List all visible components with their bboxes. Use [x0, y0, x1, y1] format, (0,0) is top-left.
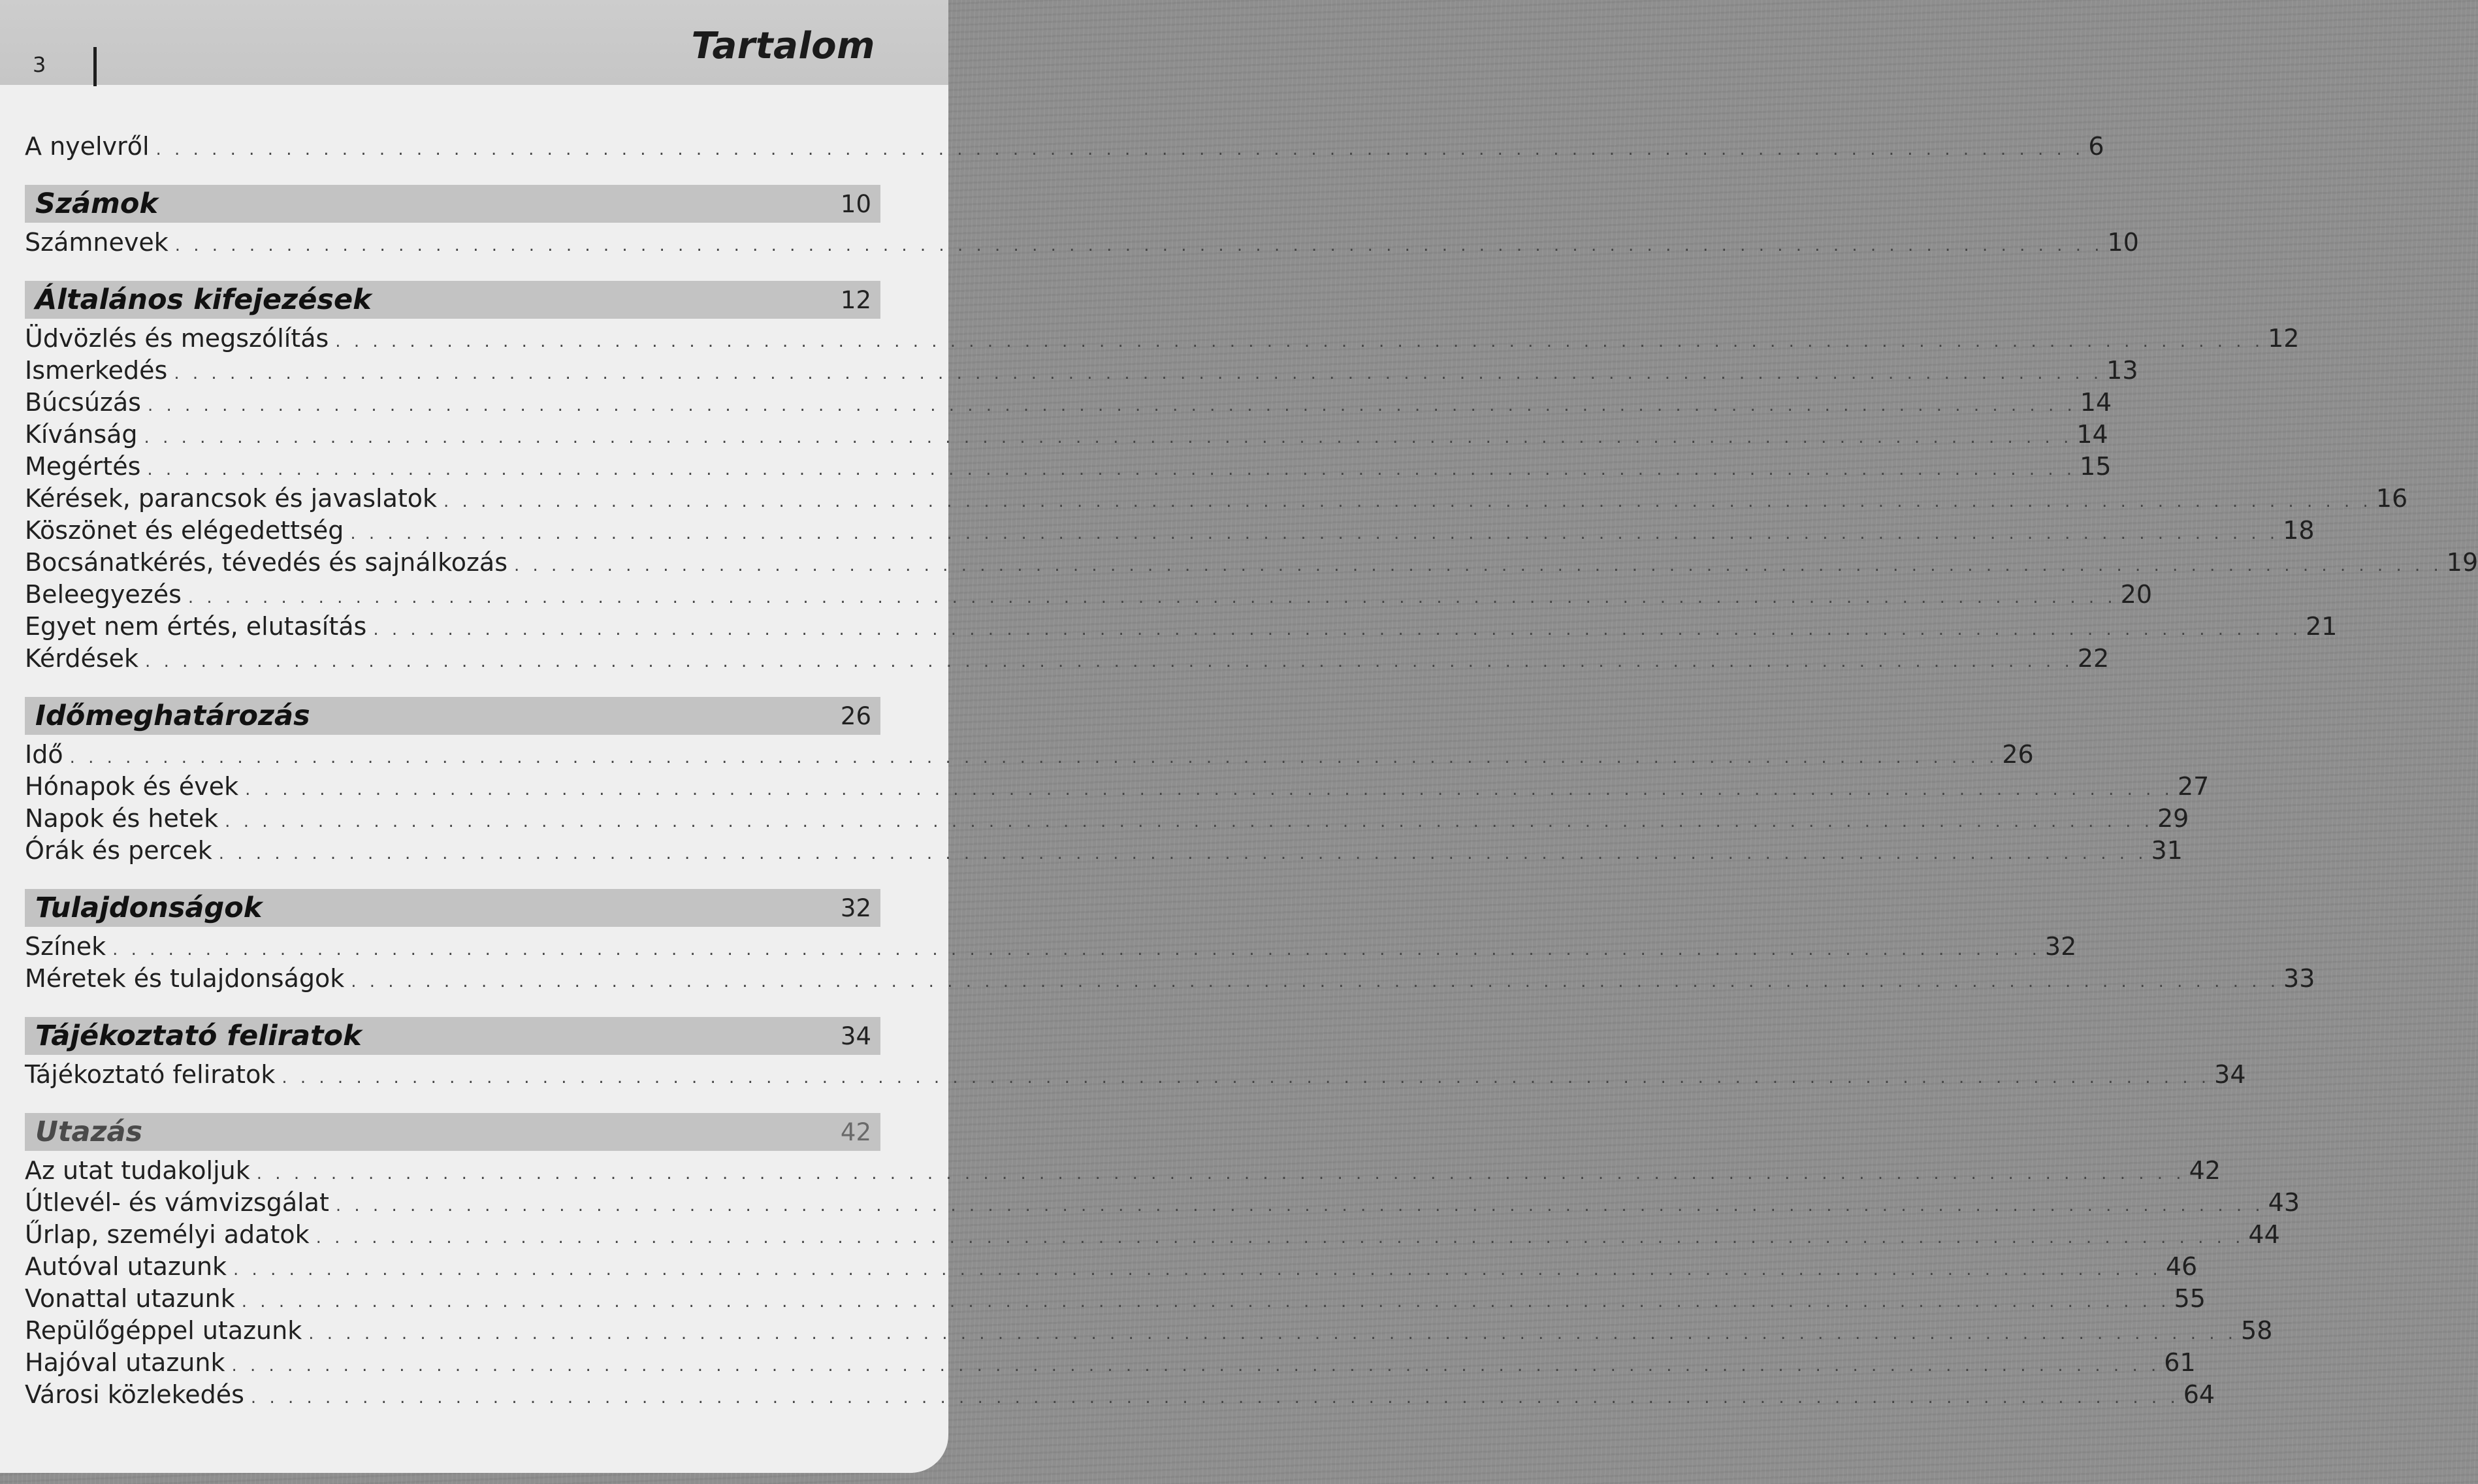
entry-page-number: 12 — [2268, 324, 2300, 353]
section-title: Időmeghatározás — [35, 700, 310, 732]
toc-entry — [25, 771, 2210, 803]
dot-leader: . . . . . . . . . . . . . . . . . . . . . . . . . . . . . . . . . . . . . . . . . . . . . . . . . . . . . . . . . . . . . . . . . . . . . . . . . . . . . . . . . . . . . . . . . . . . . . . . . . . . . . . . — [225, 812, 2153, 831]
dot-leader: . . . . . . . . . . . . . . . . . . . . . . . . . . . . . . . . . . . . . . . . . . . . . . . . . . . . . . . . . . . . . . . . . . . . . . . . . . . . . . . . . . . . . . . . . . . . . . . . . . . . . . . . — [443, 492, 2372, 511]
toc-entry — [25, 1219, 2280, 1251]
dot-leader: . . . . . . . . . . . . . . . . . . . . . . . . . . . . . . . . . . . . . . . . . . . . . . . . . . . . . . . . . . . . . . . . . . . . . . . . . . . . . . . . . . . . . . . . . . . . . . . . . . . . . . . . — [112, 940, 2041, 960]
toc-entry — [25, 931, 2077, 963]
entry-page-number: 43 — [2268, 1188, 2300, 1217]
entry-page-number: 61 — [2164, 1348, 2196, 1377]
toc-entry — [25, 227, 2139, 259]
entry-title: Idő — [25, 740, 63, 769]
section-page-number: 12 — [840, 285, 871, 314]
entry-page-number: 44 — [2248, 1220, 2280, 1249]
toc-section-header — [25, 185, 880, 223]
entry-title: Színek — [25, 932, 106, 961]
dot-leader: . . . . . . . . . . . . . . . . . . . . . . . . . . . . . . . . . . . . . . . . . . . . . . . . . . . . . . . . . . . . . . . . . . . . . . . . . . . . . . . . . . . . . . . . . . . . . . . . . . . . . . . . — [351, 972, 2280, 992]
entry-page-number: 10 — [2107, 228, 2139, 257]
dot-leader: . . . . . . . . . . . . . . . . . . . . . . . . . . . . . . . . . . . . . . . . . . . . . . . . . . . . . . . . . . . . . . . . . . . . . . . . . . . . . . . . . . . . . . . . . . . . . . . . . . . . . . . . — [145, 652, 2074, 671]
section-page-number: 32 — [840, 894, 871, 922]
entry-page-number: 64 — [2183, 1380, 2215, 1409]
entry-title: Kérdések — [25, 644, 139, 673]
entry-title: Kérések, parancsok és javaslatok — [25, 484, 438, 513]
toc-entry — [25, 451, 2112, 483]
toc-entry — [25, 579, 2153, 611]
entry-title: Az utat tudakoljuk — [25, 1156, 250, 1185]
entry-title: Napok és hetek — [25, 804, 219, 833]
entry-page-number: 33 — [2283, 964, 2315, 993]
toc-entry — [25, 387, 2112, 419]
section-title: Számok — [35, 187, 158, 220]
entry-page-number: 18 — [2283, 516, 2315, 545]
entry-page-number: 32 — [2044, 932, 2077, 961]
dot-leader: . . . . . . . . . . . . . . . . . . . . . . . . . . . . . . . . . . . . . . . . . . . . . . . . . . . . . . . . . . . . . . . . . . . . . . . . . . . . . . . . . . . . . . . . . . . . . . . . . . . . . . . . — [233, 1260, 2162, 1280]
toc-entry — [25, 835, 2183, 867]
dot-leader: . . . . . . . . . . . . . . . . . . . . . . . . . . . . . . . . . . . . . . . . . . . . . . . . . . . . . . . . . . . . . . . . . . . . . . . . . . . . . . . . . . . . . . . . . . . . . . . . . . . . . . . . — [69, 748, 1999, 767]
entry-title: Űrlap, személyi adatok — [25, 1220, 310, 1249]
entry-title: Üdvözlés és megszólítás — [25, 324, 329, 353]
entry-page-number: 22 — [2077, 644, 2110, 673]
entry-title: Városi közlekedés — [25, 1380, 244, 1409]
entry-page-number: 13 — [2106, 356, 2138, 385]
dot-leader: . . . . . . . . . . . . . . . . . . . . . . . . . . . . . . . . . . . . . . . . . . . . . . . . . . . . . . . . . . . . . . . . . . . . . . . . . . . . . . . . . . . . . . . . . . . . . . . . . . . . . . . . — [350, 524, 2279, 543]
dot-leader: . . . . . . . . . . . . . . . . . . . . . . . . . . . . . . . . . . . . . . . . . . . . . . . . . . . . . . . . . . . . . . . . . . . . . . . . . . . . . . . . . . . . . . . . . . . . . . . . . . . . . . . . — [155, 140, 2085, 159]
toc-entry — [25, 1347, 2196, 1379]
dot-leader: . . . . . . . . . . . . . . . . . . . . . . . . . . . . . . . . . . . . . . . . . . . . . . . . . . . . . . . . . . . . . . . . . . . . . . . . . . . . . . . . . . . . . . . . . . . . . . . . . . . . . . . . — [174, 236, 2104, 255]
entry-title: Búcsúzás — [25, 388, 141, 417]
entry-title: Útlevél- és vámvizsgálat — [25, 1188, 329, 1217]
dot-leader: . . . . . . . . . . . . . . . . . . . . . . . . . . . . . . . . . . . . . . . . . . . . . . . . . . . . . . . . . . . . . . . . . . . . . . . . . . . . . . . . . . . . . . . . . . . . . . . . . . . . . . . . — [308, 1324, 2238, 1344]
entry-title: Repülőgéppel utazunk — [25, 1316, 302, 1345]
entry-page-number: 46 — [2165, 1252, 2198, 1281]
entry-title: Ismerkedés — [25, 356, 168, 385]
toc-entry — [25, 1379, 2215, 1411]
entry-page-number: 27 — [2177, 772, 2210, 801]
toc-entry — [25, 1283, 2206, 1315]
toc-section-header — [25, 1113, 880, 1151]
header-divider — [93, 47, 97, 86]
dot-leader: . . . . . . . . . . . . . . . . . . . . . . . . . . . . . . . . . . . . . . . . . . . . . . . . . . . . . . . . . . . . . . . . . . . . . . . . . . . . . . . . . . . . . . . . . . . . . . . . . . . . . . . . — [335, 1196, 2264, 1216]
section-title: Tulajdonságok — [35, 892, 263, 924]
entry-page-number: 58 — [2241, 1316, 2273, 1345]
toc-entry — [25, 547, 2478, 579]
toc-entry — [25, 1059, 2246, 1091]
entry-page-number: 15 — [2080, 452, 2112, 481]
toc-entry — [25, 131, 2104, 163]
toc-entry — [25, 323, 2300, 355]
entry-title: Egyet nem értés, elutasítás — [25, 612, 367, 641]
entry-title: A nyelvről — [25, 132, 150, 161]
toc-entry — [25, 483, 2408, 515]
entry-title: Hónapok és évek — [25, 772, 239, 801]
toc-entry — [25, 611, 2338, 643]
section-page-number: 42 — [840, 1118, 871, 1146]
entry-page-number: 55 — [2174, 1284, 2206, 1313]
dot-leader: . . . . . . . . . . . . . . . . . . . . . . . . . . . . . . . . . . . . . . . . . . . . . . . . . . . . . . . . . . . . . . . . . . . . . . . . . . . . . . . . . . . . . . . . . . . . . . . . . . . . . . . . — [245, 780, 2174, 799]
dot-leader: . . . . . . . . . . . . . . . . . . . . . . . . . . . . . . . . . . . . . . . . . . . . . . . . . . . . . . . . . . . . . . . . . . . . . . . . . . . . . . . . . . . . . . . . . . . . . . . . . . . . . . . . — [187, 588, 2117, 607]
entry-title: Órák és percek — [25, 836, 212, 865]
entry-page-number: 21 — [2306, 612, 2338, 641]
dot-leader: . . . . . . . . . . . . . . . . . . . . . . . . . . . . . . . . . . . . . . . . . . . . . . . . . . . . . . . . . . . . . . . . . . . . . . . . . . . . . . . . . . . . . . . . . . . . . . . . . . . . . . . . — [335, 332, 2264, 351]
dot-leader: . . . . . . . . . . . . . . . . . . . . . . . . . . . . . . . . . . . . . . . . . . . . . . . . . . . . . . . . . . . . . . . . . . . . . . . . . . . . . . . . . . . . . . . . . . . . . . . . . . . . . . . . — [250, 1388, 2180, 1408]
entry-title: Vonattal utazunk — [25, 1284, 235, 1313]
toc-entry — [25, 963, 2315, 995]
toc-entry — [25, 1155, 2221, 1187]
entry-page-number: 6 — [2088, 132, 2104, 161]
toc-entry — [25, 643, 2110, 675]
dot-leader: . . . . . . . . . . . . . . . . . . . . . . . . . . . . . . . . . . . . . . . . . . . . . . . . . . . . . . . . . . . . . . . . . . . . . . . . . . . . . . . . . . . . . . . . . . . . . . . . . . . . . . . . — [174, 364, 2103, 383]
entry-page-number: 20 — [2120, 580, 2153, 609]
entry-page-number: 16 — [2375, 484, 2408, 513]
toc-entry — [25, 419, 2108, 451]
toc-entry — [25, 355, 2138, 387]
toc-entry — [25, 739, 2034, 771]
entry-page-number: 14 — [2080, 388, 2112, 417]
section-title: Tájékoztató feliratok — [35, 1020, 362, 1052]
entry-title: Kívánság — [25, 420, 138, 449]
table-of-contents — [25, 131, 2478, 1411]
entry-title: Méretek és tulajdonságok — [25, 964, 345, 993]
entry-page-number: 19 — [2446, 548, 2478, 577]
dot-leader: . . . . . . . . . . . . . . . . . . . . . . . . . . . . . . . . . . . . . . . . . . . . . . . . . . . . . . . . . . . . . . . . . . . . . . . . . . . . . . . . . . . . . . . . . . . . . . . . . . . . . . . . — [373, 620, 2302, 639]
section-title: Általános kifejezések — [35, 283, 372, 316]
dot-leader: . . . . . . . . . . . . . . . . . . . . . . . . . . . . . . . . . . . . . . . . . . . . . . . . . . . . . . . . . . . . . . . . . . . . . . . . . . . . . . . . . . . . . . . . . . . . . . . . . . . . . . . . — [218, 844, 2148, 863]
entry-title: Hajóval utazunk — [25, 1348, 225, 1377]
section-page-number: 34 — [840, 1022, 871, 1050]
entry-title: Számnevek — [25, 228, 169, 257]
toc-entry — [25, 515, 2315, 547]
dot-leader: . . . . . . . . . . . . . . . . . . . . . . . . . . . . . . . . . . . . . . . . . . . . . . . . . . . . . . . . . . . . . . . . . . . . . . . . . . . . . . . . . . . . . . . . . . . . . . . . . . . . . . . . — [147, 396, 2076, 415]
dot-leader: . . . . . . . . . . . . . . . . . . . . . . . . . . . . . . . . . . . . . . . . . . . . . . . . . . . . . . . . . . . . . . . . . . . . . . . . . . . . . . . . . . . . . . . . . . . . . . . . . . . . . . . . — [315, 1228, 2245, 1248]
entry-title: Köszönet és elégedettség — [25, 516, 344, 545]
entry-page-number: 42 — [2189, 1156, 2221, 1185]
toc-entry — [25, 803, 2189, 835]
entry-title: Megértés — [25, 452, 141, 481]
entry-page-number: 26 — [2002, 740, 2034, 769]
toc-section-header — [25, 1017, 880, 1055]
dot-leader: . . . . . . . . . . . . . . . . . . . . . . . . . . . . . . . . . . . . . . . . . . . . . . . . . . . . . . . . . . . . . . . . . . . . . . . . . . . . . . . . . . . . . . . . . . . . . . . . . . . . . . . . — [514, 556, 2443, 575]
toc-section-header — [25, 697, 880, 735]
entry-title: Bocsánatkérés, tévedés és sajnálkozás — [25, 548, 507, 577]
section-page-number: 26 — [840, 702, 871, 730]
toc-section-header — [25, 281, 880, 319]
section-title: Utazás — [35, 1116, 143, 1148]
entry-page-number: 29 — [2157, 804, 2189, 833]
entry-title: Beleegyezés — [25, 580, 182, 609]
dot-leader: . . . . . . . . . . . . . . . . . . . . . . . . . . . . . . . . . . . . . . . . . . . . . . . . . . . . . . . . . . . . . . . . . . . . . . . . . . . . . . . . . . . . . . . . . . . . . . . . . . . . . . . . — [144, 428, 2073, 447]
entry-page-number: 14 — [2076, 420, 2108, 449]
page-title: Tartalom — [691, 25, 875, 67]
dot-leader: . . . . . . . . . . . . . . . . . . . . . . . . . . . . . . . . . . . . . . . . . . . . . . . . . . . . . . . . . . . . . . . . . . . . . . . . . . . . . . . . . . . . . . . . . . . . . . . . . . . . . . . . — [241, 1292, 2170, 1312]
dot-leader: . . . . . . . . . . . . . . . . . . . . . . . . . . . . . . . . . . . . . . . . . . . . . . . . . . . . . . . . . . . . . . . . . . . . . . . . . . . . . . . . . . . . . . . . . . . . . . . . . . . . . . . . — [147, 460, 2076, 479]
entry-page-number: 31 — [2151, 836, 2183, 865]
entry-title: Tájékoztató feliratok — [25, 1060, 276, 1089]
toc-entry — [25, 1251, 2198, 1283]
dot-leader: . . . . . . . . . . . . . . . . . . . . . . . . . . . . . . . . . . . . . . . . . . . . . . . . . . . . . . . . . . . . . . . . . . . . . . . . . . . . . . . . . . . . . . . . . . . . . . . . . . . . . . . . — [231, 1356, 2161, 1376]
entry-title: Autóval utazunk — [25, 1252, 227, 1281]
toc-entry — [25, 1187, 2300, 1219]
toc-section-header — [25, 889, 880, 927]
toc-entry — [25, 1315, 2273, 1347]
dot-leader: . . . . . . . . . . . . . . . . . . . . . . . . . . . . . . . . . . . . . . . . . . . . . . . . . . . . . . . . . . . . . . . . . . . . . . . . . . . . . . . . . . . . . . . . . . . . . . . . . . . . . . . . — [256, 1164, 2185, 1184]
page-number: 3 — [33, 52, 46, 77]
section-page-number: 10 — [840, 189, 871, 218]
entry-page-number: 34 — [2214, 1060, 2246, 1089]
dot-leader: . . . . . . . . . . . . . . . . . . . . . . . . . . . . . . . . . . . . . . . . . . . . . . . . . . . . . . . . . . . . . . . . . . . . . . . . . . . . . . . . . . . . . . . . . . . . . . . . . . . . . . . . — [282, 1068, 2211, 1088]
